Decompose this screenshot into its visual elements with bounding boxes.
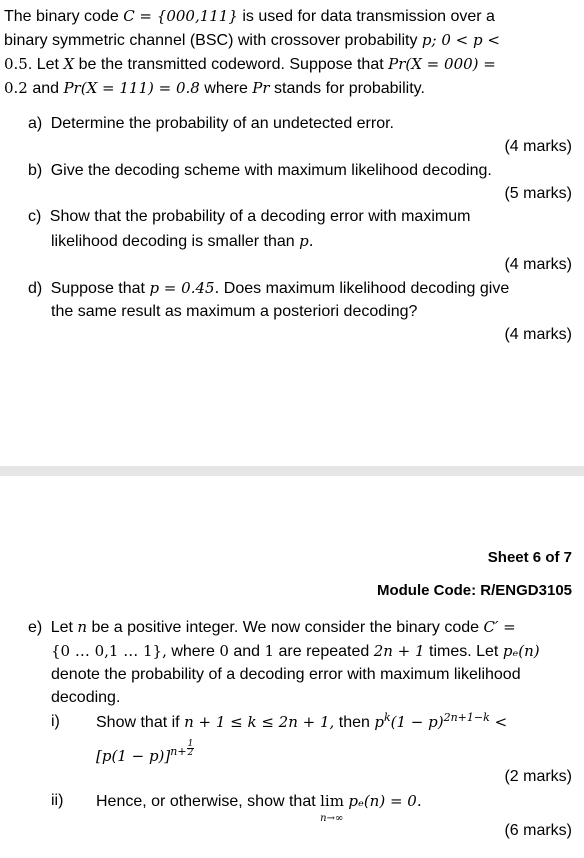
math-value: 0.2 bbox=[4, 79, 28, 97]
question-c-line-2 bbox=[51, 231, 314, 252]
math-fraction bbox=[187, 740, 195, 757]
math-pe-limit: pₑ(n) = 0. bbox=[348, 792, 422, 810]
question-text: Hence, or otherwise, show that bbox=[96, 793, 316, 810]
question-text: where bbox=[171, 643, 215, 660]
module-code: Module Code: R/ENGD3105 bbox=[376, 582, 572, 599]
intro-text: binary symmetric channel (BSC) with crossover probability bbox=[4, 32, 418, 49]
marks-b: (5 marks) bbox=[504, 185, 572, 202]
question-text: are repeated bbox=[278, 643, 370, 660]
intro-text: is used for data transmission over a bbox=[242, 8, 495, 25]
question-text: and bbox=[233, 643, 261, 660]
question-text: likelihood decoding is smaller than bbox=[51, 233, 295, 250]
marks-c: (4 marks) bbox=[504, 256, 572, 273]
question-e-line-2 bbox=[51, 641, 540, 662]
question-text: Let bbox=[50, 619, 73, 636]
question-label: b) bbox=[28, 162, 43, 179]
math-term: p bbox=[374, 713, 384, 731]
question-label: d) bbox=[28, 280, 43, 297]
math-term: < bbox=[494, 713, 508, 731]
intro-line-1 bbox=[4, 6, 495, 27]
question-label: e) bbox=[28, 619, 43, 636]
intro-text: where bbox=[204, 80, 248, 97]
subquestion-i-label: i) bbox=[51, 713, 60, 730]
intro-line-3 bbox=[4, 54, 496, 75]
question-b bbox=[28, 161, 492, 181]
math-pe-n: pₑ(n) bbox=[502, 642, 540, 660]
question-text: Does maximum likelihood decoding give bbox=[223, 280, 510, 297]
math-inequality-lhs bbox=[374, 713, 507, 731]
subquestion-i-line-1 bbox=[96, 712, 507, 733]
math-one: 1 bbox=[264, 642, 275, 660]
math-pr-000: Pr(X = 000) = bbox=[388, 55, 496, 73]
math-k-range: n + 1 ≤ k ≤ 2n + 1, bbox=[184, 713, 335, 731]
intro-text: The binary code bbox=[4, 8, 119, 25]
math-term: (1 − p) bbox=[390, 713, 444, 731]
question-e-line-4 bbox=[51, 688, 120, 708]
question-text: Suppose that bbox=[50, 280, 145, 297]
marks-a: (4 marks) bbox=[504, 138, 572, 155]
question-text: Determine the probability of an undetected error. bbox=[50, 115, 394, 132]
fraction-numerator: 1 bbox=[187, 739, 194, 749]
question-label: c) bbox=[28, 208, 42, 225]
intro-text: stands for probability. bbox=[274, 80, 425, 97]
marks-e-i: (2 marks) bbox=[504, 768, 572, 785]
math-exponent: n+ bbox=[170, 745, 187, 758]
subquestion-ii-line-1 bbox=[96, 791, 422, 824]
question-text: denote the probability of a decoding error with maximum likelihood bbox=[51, 666, 521, 683]
math-exponent: 2n+1−k bbox=[443, 711, 490, 724]
question-a bbox=[28, 114, 394, 134]
marks-e-ii: (6 marks) bbox=[504, 822, 572, 839]
intro-line-4 bbox=[4, 78, 425, 99]
math-pr: Pr bbox=[252, 79, 270, 97]
math-value: 0.5 bbox=[4, 55, 28, 73]
math-code-set: {0 … 0,1 … 1}, bbox=[51, 642, 167, 660]
question-d bbox=[28, 278, 509, 299]
question-e-line-3 bbox=[51, 665, 521, 685]
math-exponent: k bbox=[383, 711, 391, 724]
question-text: Give the decoding scheme with maximum likelihood decoding. bbox=[50, 162, 492, 179]
math-x: X bbox=[63, 55, 75, 73]
question-text: the same result as maximum a posteriori decoding? bbox=[51, 303, 418, 320]
question-text: then bbox=[338, 714, 370, 731]
question-text: be a positive integer. We now consider the binary code bbox=[91, 619, 480, 636]
math-p: p. bbox=[299, 232, 314, 250]
question-text: Show that if bbox=[96, 714, 180, 731]
math-term: [p(1 − p)] bbox=[96, 747, 171, 765]
math-p-value: p = 0.45. bbox=[149, 279, 220, 297]
math-2n-plus-1: 2n + 1 bbox=[373, 642, 425, 660]
question-e-line-1 bbox=[28, 617, 516, 638]
math-code-c: C = {000,111} bbox=[123, 7, 238, 25]
question-text: Show that the probability of a decoding error with maximum bbox=[49, 208, 471, 225]
math-n: n bbox=[77, 618, 88, 636]
page-break-divider bbox=[0, 466, 584, 476]
intro-text: be the transmitted codeword. Suppose that bbox=[78, 56, 384, 73]
intro-line-2 bbox=[4, 30, 500, 51]
fraction-denominator: 2 bbox=[187, 748, 194, 758]
question-text: decoding. bbox=[51, 689, 121, 706]
math-limit bbox=[320, 791, 344, 824]
math-p-range: p; 0 < p < bbox=[421, 31, 500, 49]
limit-operator: lim bbox=[320, 792, 344, 810]
math-inequality-rhs bbox=[96, 739, 194, 765]
math-pr-111: Pr(X = 111) = 0.8 bbox=[63, 79, 200, 97]
subquestion-ii-label: ii) bbox=[51, 792, 64, 809]
sheet-number: Sheet 6 of 7 bbox=[487, 549, 572, 566]
marks-d: (4 marks) bbox=[504, 326, 572, 343]
intro-text: and bbox=[32, 80, 60, 97]
intro-text: . Let bbox=[27, 56, 59, 73]
math-c-prime: C′ = bbox=[483, 618, 516, 636]
question-label: a) bbox=[28, 115, 43, 132]
math-zero: 0 bbox=[219, 642, 229, 660]
question-d-line-2 bbox=[51, 302, 417, 322]
question-text: times. Let bbox=[429, 643, 499, 660]
limit-subscript: n→∞ bbox=[320, 813, 344, 824]
subquestion-i-line-2 bbox=[96, 740, 194, 767]
question-c bbox=[28, 207, 470, 227]
